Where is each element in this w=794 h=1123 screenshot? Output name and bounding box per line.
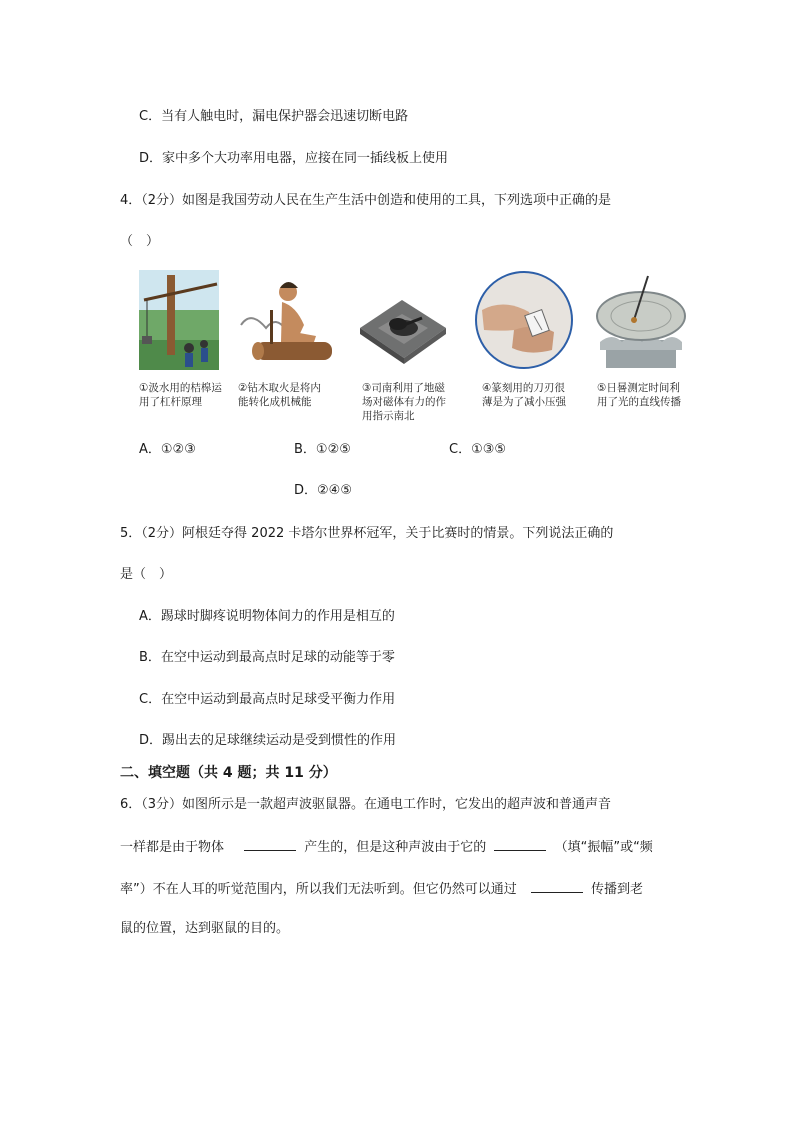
q6-line2-part-a: 一样都是由于物体 <box>120 840 225 855</box>
q3-option-c: C．当有人触电时，漏电保护器会迅速切断电路 <box>139 109 409 124</box>
caption-3: ③司南利用了地磁场对磁体有力的作用指示南北 <box>362 382 446 422</box>
q6-line4: 鼠的位置，达到驱鼠的目的。 <box>120 921 290 936</box>
q5-option-d: D．踢出去的足球继续运动是受到惯性的作用 <box>139 733 397 748</box>
q5-option-a: A．踢球时脚疼说明物体间力的作用是相互的 <box>139 609 395 624</box>
q5-stem-line2: 是（ ） <box>120 567 173 582</box>
q4-option-c: C．①③⑤ <box>449 442 507 457</box>
q6-line2 <box>120 837 653 857</box>
q6-line2-part-b: 产生的，但是这种声波由于它的 <box>304 840 487 855</box>
q6-line3 <box>120 879 643 899</box>
section-heading: 二、填空题（共 4 题；共 11 分） <box>120 765 337 781</box>
q4-option-d: D．②④⑤ <box>294 483 352 498</box>
q6-line2-part-c: （填“振幅”或“频 <box>554 840 653 855</box>
q5-option-b: B．在空中运动到最高点时足球的动能等于零 <box>139 650 395 665</box>
caption-1: ①汲水用的桔槔运用了杠杆原理 <box>139 382 222 408</box>
sundial-picture <box>592 270 690 370</box>
q6-line3-part-a: 率”）不在人耳的听觉范围内，所以我们无法听到。但它仍然可以通过 <box>120 882 517 897</box>
q5-stem-line1: 5．（2分）阿根廷夺得 2022 卡塔尔世界杯冠军，关于比赛时的情景。下列说法正确的 <box>120 526 614 541</box>
sinan-compass-picture <box>354 270 450 370</box>
caption-4: ④篆刻用的刀刃很薄是为了减小压强 <box>482 382 566 408</box>
q3-option-d: D．家中多个大功率用电器，应接在同一插线板上使用 <box>139 151 449 166</box>
q6-line3-part-b: 传播到老 <box>591 882 644 897</box>
caption-5: ⑤日晷测定时间利用了光的直线传播 <box>597 382 681 408</box>
carving-knife-picture <box>474 270 574 370</box>
answer-blank-1[interactable] <box>244 837 296 851</box>
q5-option-c: C．在空中运动到最高点时足球受平衡力作用 <box>139 692 396 707</box>
answer-blank-2[interactable] <box>494 837 546 851</box>
caption-2: ②钻木取火是将内能转化成机械能 <box>238 382 321 408</box>
q4-stem-line2: （ ） <box>120 234 160 249</box>
q6-line1: 6．（3分）如图所示是一款超声波驱鼠器。在通电工作时，它发出的超声波和普通声音 <box>120 797 612 812</box>
q4-option-a: A．①②③ <box>139 442 196 457</box>
q4-option-b: B．①②⑤ <box>294 442 351 457</box>
answer-blank-3[interactable] <box>531 879 583 893</box>
fire-drill-picture <box>236 270 336 370</box>
well-sweep-picture <box>139 270 219 370</box>
q4-stem-line1: 4．（2分）如图是我国劳动人民在生产生活中创造和使用的工具，下列选项中正确的是 <box>120 193 612 208</box>
